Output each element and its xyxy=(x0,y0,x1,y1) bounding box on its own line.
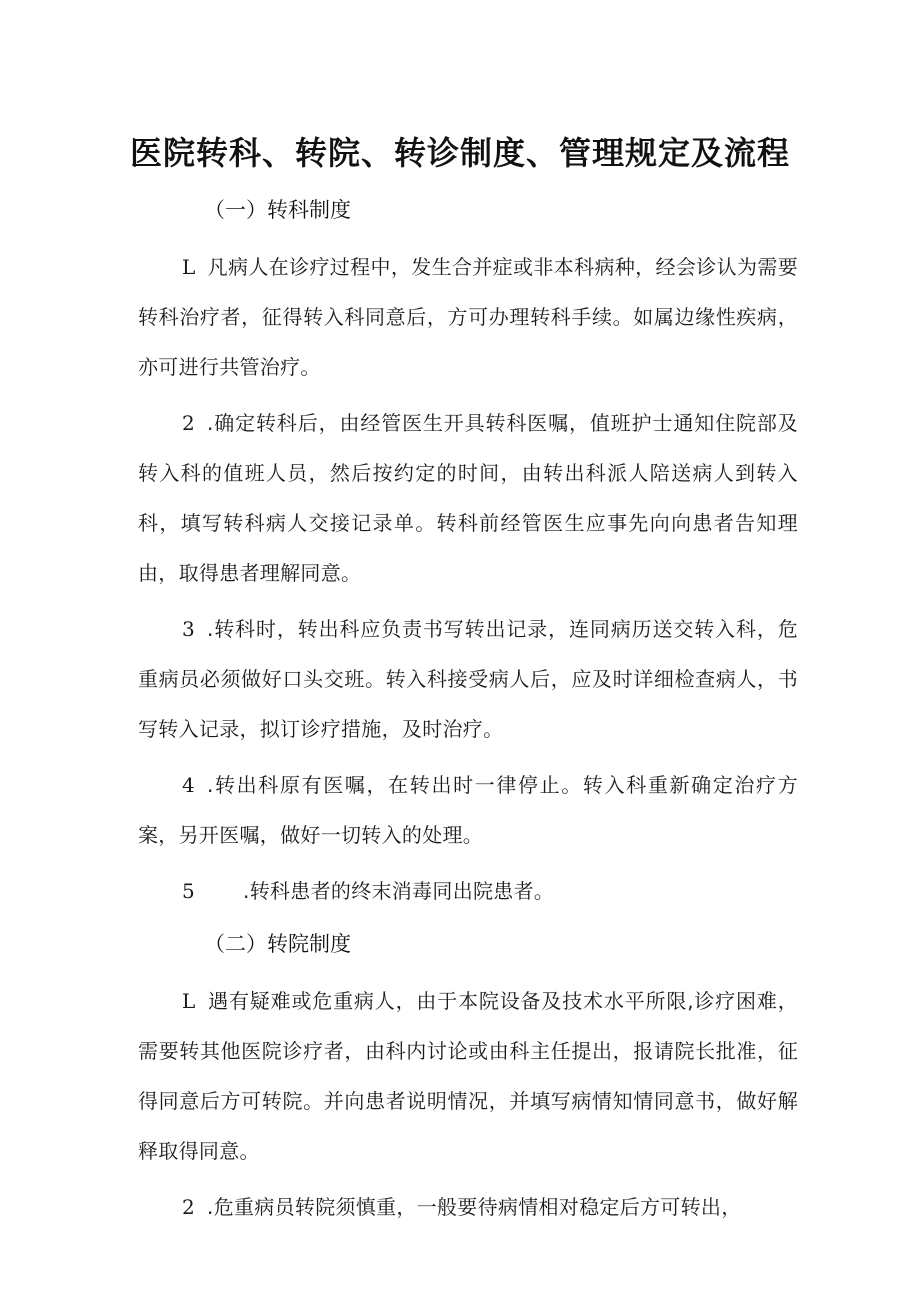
item-number: 3 xyxy=(182,617,196,641)
paragraph-text: .转科时，转出科应负责书写转出记录，连同病历送交转入科，危重病员必须做好口头交班。转入科接受病人后，应及时详细检查病人，书写转入记录，拟订诊疗措施，及时治疗。 xyxy=(138,617,798,741)
section-heading-transfer-department: （一）转科制度 xyxy=(204,198,351,222)
paragraph-7 xyxy=(138,1182,798,1232)
item-number: 2 xyxy=(182,1195,196,1219)
paragraph-6 xyxy=(138,976,798,1176)
paragraph-3 xyxy=(138,604,798,754)
item-number: 2 xyxy=(182,411,196,435)
item-number: L xyxy=(182,255,196,279)
document-title: 医院转科、转院、转诊制度、管理规定及流程 xyxy=(129,134,790,172)
paragraph-text: 凡病人在诊疗过程中，发生合并症或非本科病种，经会诊认为需要转科治疗者，征得转入科同意后，方可办理转科手续。如属边缘性疾病，亦可进行共管治疗。 xyxy=(138,255,798,379)
item-number: 4 xyxy=(182,773,196,797)
paragraph-text: .转出科原有医嘱，在转出时一律停止。转入科重新确定治疗方案，另开医嘱，做好一切转入的处理。 xyxy=(138,773,798,847)
paragraph-text: .危重病员转院须慎重，一般要待病情相对稳定后方可转出， xyxy=(207,1195,742,1219)
document-body xyxy=(138,192,798,1238)
paragraph-4 xyxy=(138,760,798,860)
item-number: L xyxy=(182,989,196,1013)
section-heading-transfer-hospital: （二）转院制度 xyxy=(204,932,351,956)
item-number: 5 xyxy=(182,879,196,903)
paragraph-5 xyxy=(138,866,798,916)
paragraph-text: .转科患者的终末消毒同出院患者。 xyxy=(243,879,555,903)
paragraph-1 xyxy=(138,242,798,392)
paragraph-text: 遇有疑难或危重病人，由于本院设备及技术水平所限,诊疗困难，需要转其他医院诊疗者，由科内讨论或由科主任提出，报请院长批准，征得同意后方可转院。并向患者说明情况，并填写病情知情同意书，做好解释取得同意。 xyxy=(138,989,798,1163)
paragraph-2 xyxy=(138,398,798,598)
paragraph-text: .确定转科后，由经管医生开具转科医嘱，值班护士通知住院部及转入科的值班人员，然后按约定的时间，由转出科派人陪送病人到转入科，填写转科病人交接记录单。转科前经管医生应事先向向患者告知理由，取得患者理解同意。 xyxy=(138,411,798,585)
